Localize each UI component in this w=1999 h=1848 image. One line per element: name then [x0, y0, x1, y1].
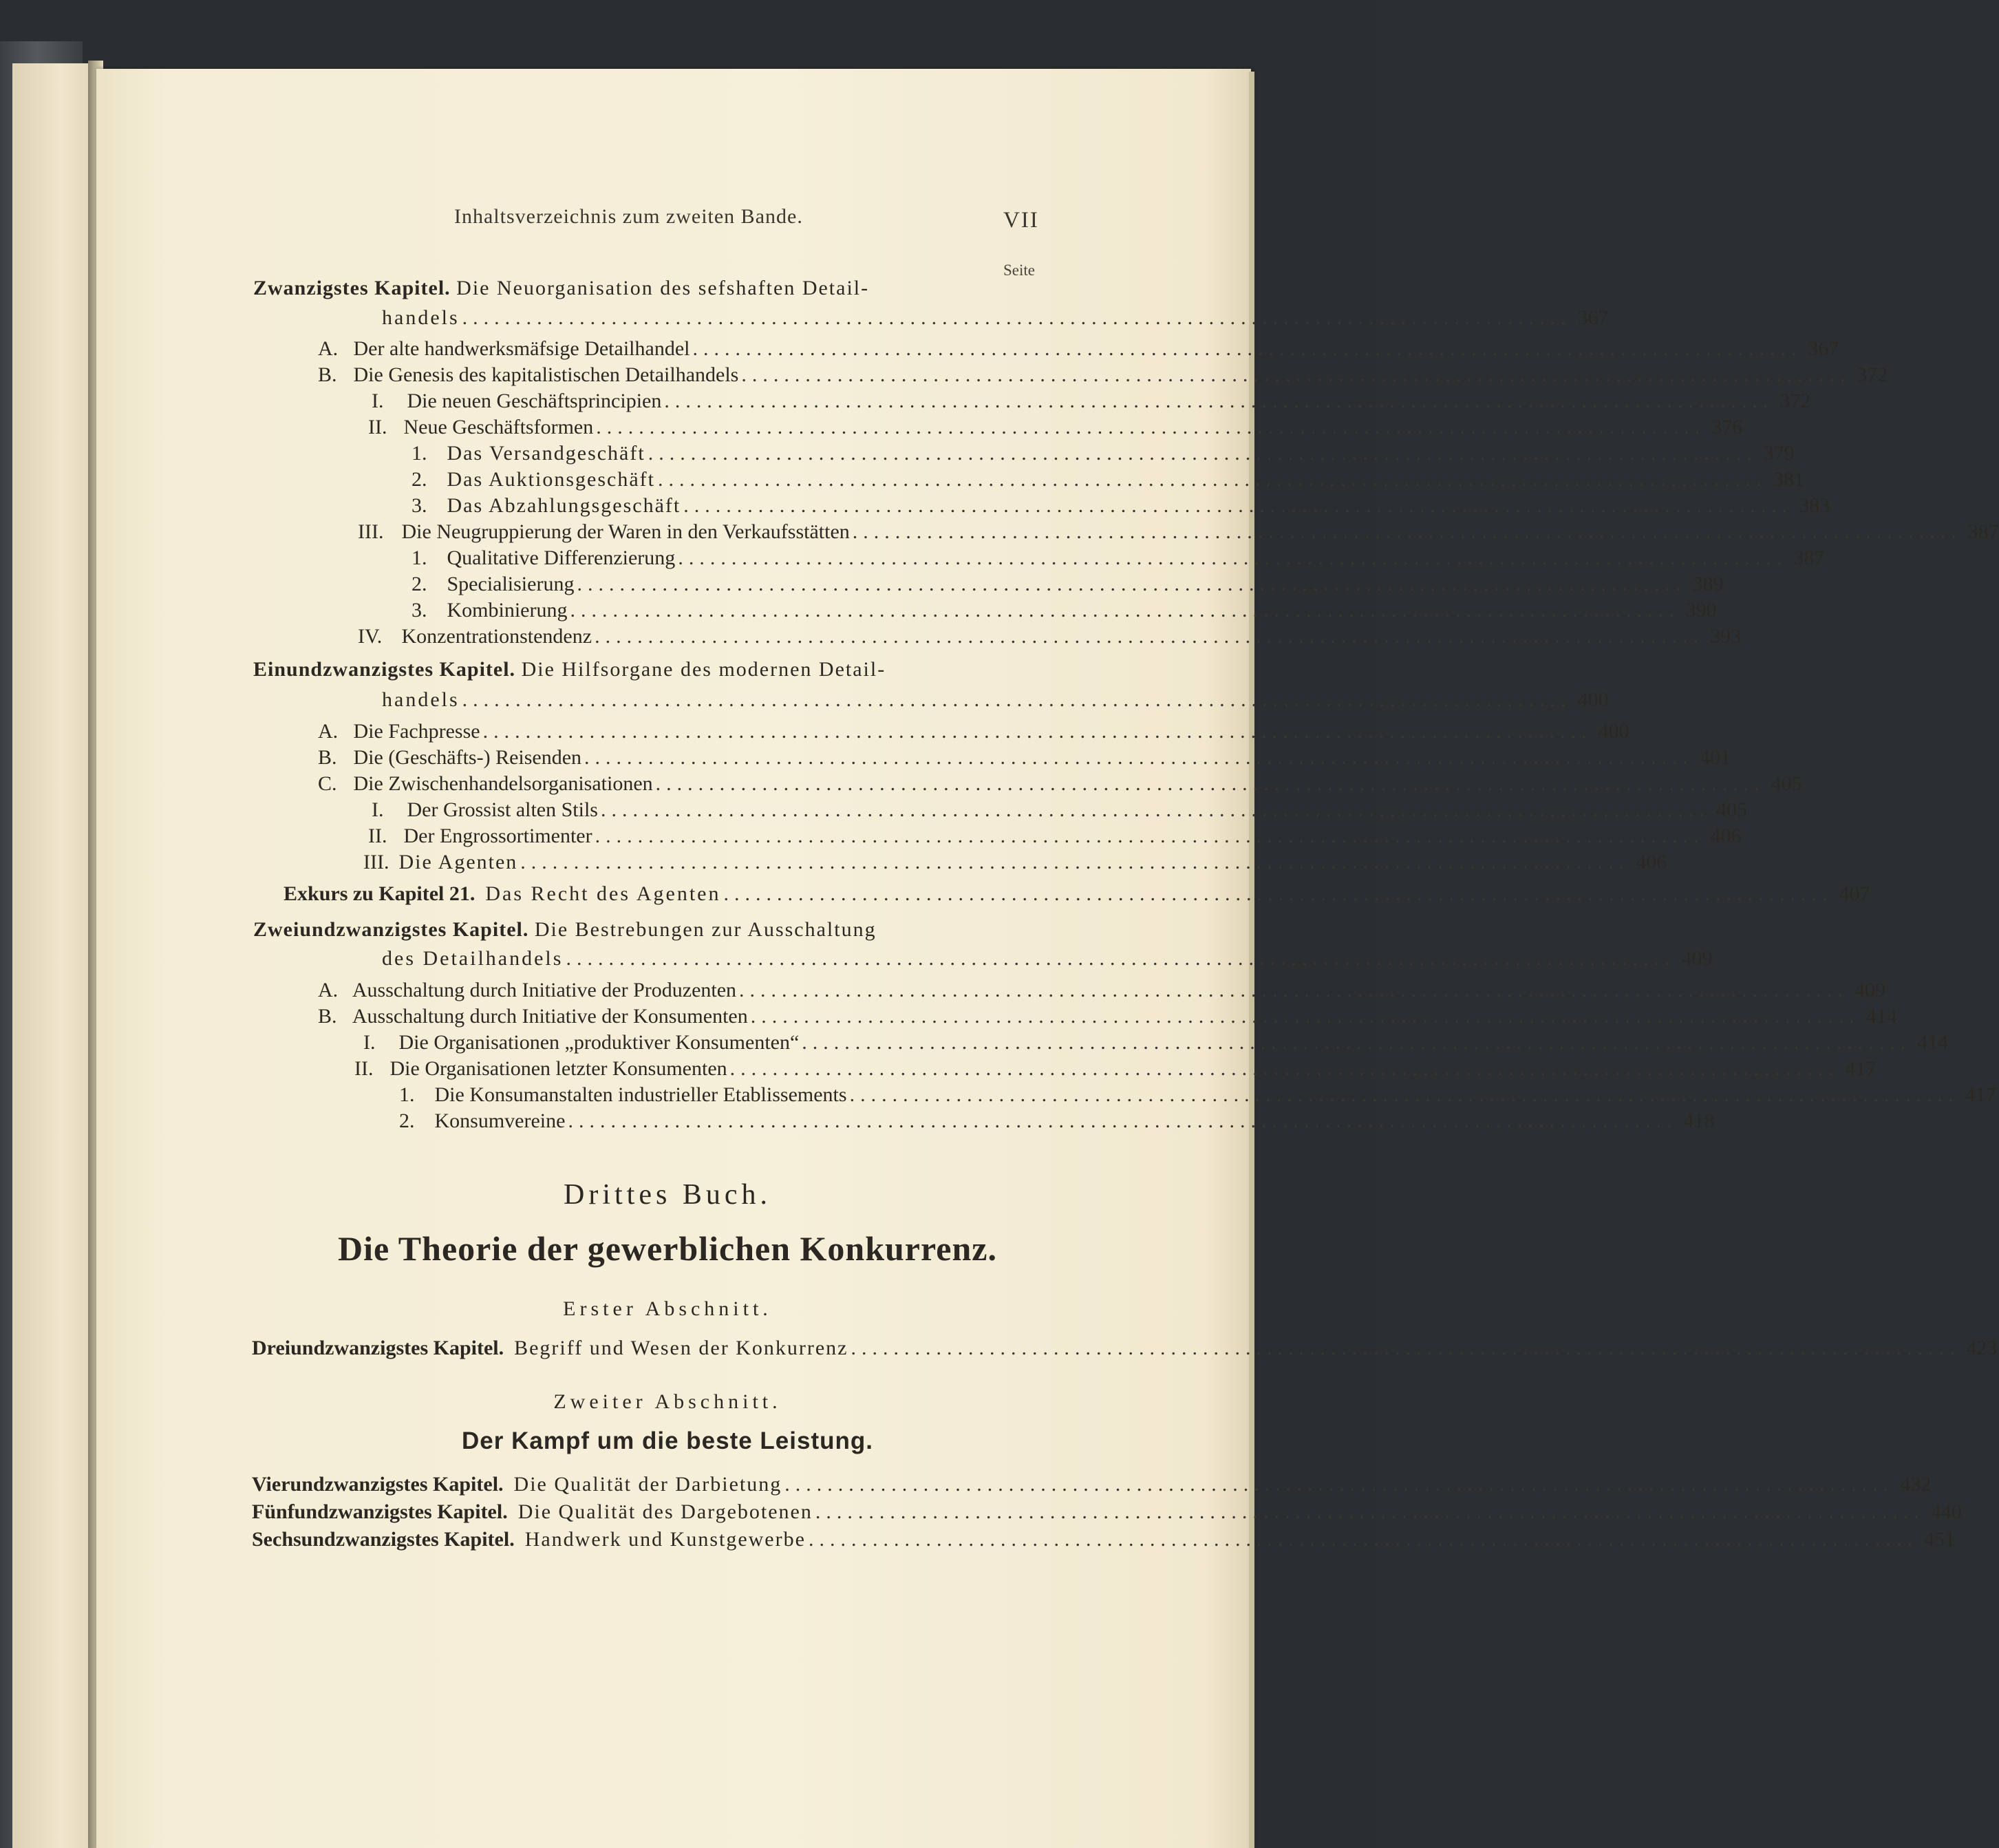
toc-entry: C. Die Zwischenhandelsorganisationen ........................................................................................................ 405 — [318, 772, 1802, 795]
toc-entry: II. Die Organisationen letzter Konsumenten ........................................................................................................ 417 — [354, 1057, 1877, 1080]
toc-entry: des Detailhandels ........................................................................................................ 409 — [382, 947, 1713, 970]
toc-entry: 3. Kombinierung ........................................................................................................ 390 — [411, 599, 1717, 622]
toc-entry: A. Die Fachpresse ........................................................................................................ 400 — [318, 720, 1629, 743]
toc-entry: Vierundzwanzigstes Kapitel. Die Qualität der Darbietung ........................................................................................................ 432 — [252, 1473, 1932, 1496]
section-subtitle: Der Kampf um die beste Leistung. — [462, 1427, 873, 1454]
chapter-20-heading — [253, 277, 869, 300]
chapter-title-cont: handels — [382, 306, 460, 329]
chapter-label: Zwanzigstes Kapitel. — [253, 277, 451, 299]
toc-entry: III. Die Agenten ........................................................................................................ 406 — [363, 851, 1667, 873]
toc-entry: 1. Das Versandgeschäft ........................................................................................................ 379 — [411, 442, 1795, 465]
chapter-title: Die Hilfsorgane des modernen Detail- — [521, 658, 886, 681]
toc-entry: II. Der Engrossortimenter ........................................................................................................ 406 — [368, 825, 1742, 847]
toc-entry: I. Der Grossist alten Stils ........................................................................................................ 405 — [372, 798, 1747, 821]
toc-entry: 2. Konsumvereine ........................................................................................................ 418 — [399, 1109, 1715, 1132]
toc-entry: A. Ausschaltung durch Initiative der Produzenten ........................................................................................................ 409 — [318, 979, 1886, 1001]
chapter-label: Einundzwanzigstes Kapitel. — [253, 658, 516, 681]
toc-entry: 2. Specialisierung ........................................................................................................ 389 — [411, 573, 1724, 595]
book-title: Drittes Buch. — [564, 1179, 771, 1211]
toc-entry: I. Die Organisationen „produktiver Konsumenten“ ........................................................................................................ 414 — [363, 1031, 1949, 1054]
toc-entry: Sechsundzwanzigstes Kapitel. Handwerk und Kunstgewerbe ........................................................................................................ 451 — [252, 1528, 1955, 1551]
toc-entry: IV. Konzentrationstendenz ........................................................................................................ 393 — [358, 625, 1742, 648]
chapter-22-heading — [253, 918, 877, 942]
toc-entry: 2. Das Auktionsgeschäft ........................................................................................................ 381 — [411, 468, 1804, 491]
toc-entry: I. Die neuen Geschäftsprincipien ........................................................................................................ 372 — [372, 390, 1811, 412]
chapter-21-heading — [253, 658, 886, 681]
page-ref: 367 — [1577, 306, 1609, 329]
toc-entry: handels ........................................................................................................ 367 — [382, 306, 1609, 329]
toc-entry: A. Der alte handwerksmäfsige Detailhandel ........................................................................................................ 367 — [318, 337, 1839, 360]
toc-entry: handels ........................................................................................................ 400 — [382, 688, 1609, 711]
toc-entry: Fünfundzwanzigstes Kapitel. Die Qualität des Dargebotenen ........................................................................................................ 440 — [252, 1500, 1962, 1523]
chapter-label: Zweiundzwanzigstes Kapitel. — [253, 918, 529, 941]
toc-entry: B. Die (Geschäfts-) Reisenden ........................................................................................................ 401 — [318, 746, 1731, 769]
chapter-title: Die Neuorganisation des sefshaften Detail- — [456, 277, 870, 299]
toc-entry: B. Die Genesis des kapitalistischen Detailhandels ........................................................................................................ 372 — [318, 363, 1888, 386]
toc-entry: II. Neue Geschäftsformen ........................................................................................................ 376 — [368, 416, 1743, 438]
section-title: Zweiter Abschnitt. — [553, 1390, 782, 1413]
toc-entry: 1. Die Konsumanstalten industrieller Etablissements ........................................................................................................ 417 — [399, 1083, 1996, 1106]
toc-entry: Dreiundzwanzigstes Kapitel. Begriff und Wesen der Konkurrenz ........................................................................................................ 423 — [252, 1337, 1998, 1359]
left-page-edge — [12, 63, 94, 1848]
toc-entry: 3. Das Abzahlungsgeschäft ........................................................................................................ 383 — [411, 494, 1830, 517]
toc-entry-excursus: Exkurs zu Kapitel 21. Das Recht des Agenten ........................................................................................................ 407 — [284, 882, 1870, 905]
chapter-title: Die Bestrebungen zur Ausschaltung — [534, 918, 877, 941]
toc-entry: 1. Qualitative Differenzierung ........................................................................................................ 387 — [411, 546, 1825, 569]
page-number: VII — [1003, 208, 1039, 233]
seite-label: Seite — [1003, 262, 1035, 279]
toc-entry: B. Ausschaltung durch Initiative der Konsumenten ........................................................................................................ 414 — [318, 1005, 1897, 1028]
book-subtitle: Die Theorie der gewerblichen Konkurrenz. — [338, 1229, 997, 1268]
section-title: Erster Abschnitt. — [563, 1297, 772, 1320]
toc-entry: III. Die Neugruppierung der Waren in den Verkaufsstätten ........................................................................................................ 387 — [358, 520, 1999, 543]
running-head: Inhaltsverzeichnis zum zweiten Bande. — [454, 205, 803, 228]
